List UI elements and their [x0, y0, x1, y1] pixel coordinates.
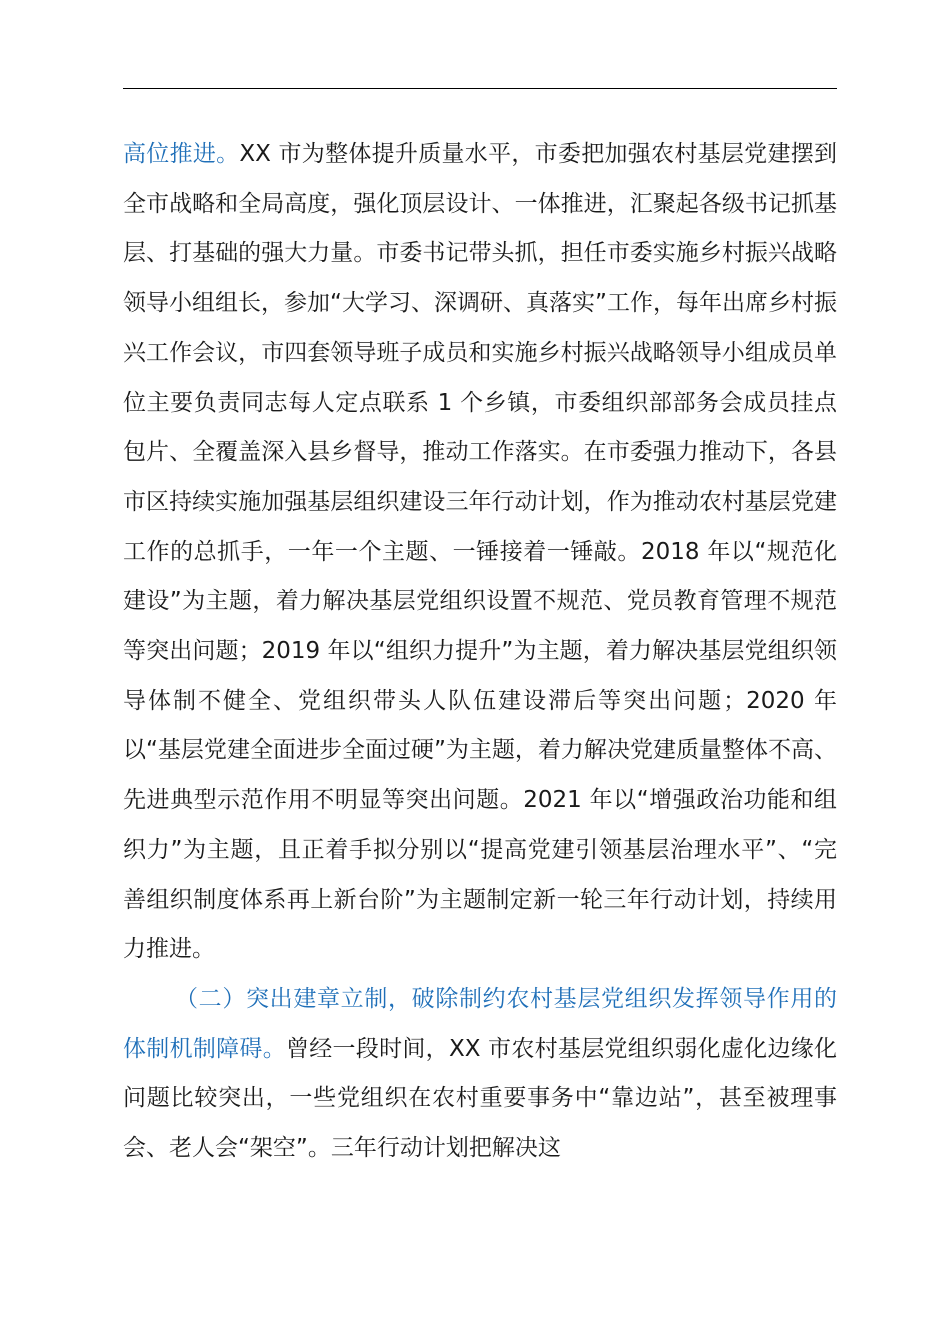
paragraph-1-lead: 高位推进。: [123, 141, 240, 167]
header-rule: [123, 88, 837, 89]
paragraph-2-body: 曾经一段时间，XX 市农村基层党组织弱化虚化边缘化问题比较突出，一些党组织在农村重要事务中“靠边站”，甚至被理事会、老人会“架空”。三年行动计划把解决这: [123, 1035, 838, 1162]
paragraph-2-lead: （二）突出建章立制，破除制约农村基层党组织发挥领导作用的体制机制障碍。: [123, 985, 837, 1062]
paragraph-2: [123, 975, 837, 1174]
paragraph-1-body: XX 市为整体提升质量水平，市委把加强农村基层党建摆到全市战略和全局高度，强化顶层设计、一体推进，汇聚起各级书记抓基层、打基础的强大力量。市委书记带头抓，担任市委实施乡村振兴战略领导小组组长，参加“大学习、深调研、真落实”工作，每年出席乡村振兴工作会议，市四套领导班子成员和实施乡村振兴战略领导小组成员单位主要负责同志每人定点联系 1 个乡镇，市委组织部部务会成员挂点包片、全覆盖深入县乡督导，推动工作落实。在市委强力推动下，各县市区持续实施加强基层组织建设三年行动计划，作为推动农村基层党建工作的总抓手，一年一个主题、一锤接着一锤敲。2018 年以“规范化建设”为主题，着力解决基层党组织设置不规范、党员教育管理不规范等突出问题；2019 年以“组织力提升”为主题，着力解决基层党组织领导体制不健全、党组织带头人队伍建设滞后等突出问题；2020 年以“基层党建全面进步全面过硬”为主题，着力解决党建质量整体不高、先进典型示范作用不明显等突出问题。2021 年以“增强政治功能和组织力”为主题，且正着手拟分别以“提高党建引领基层治理水平”、“完善组织制度体系再上新台阶”为主题制定新一轮三年行动计划，持续用力推进。: [123, 141, 838, 963]
paragraph-1: [123, 130, 837, 975]
document-body: [123, 130, 837, 1174]
